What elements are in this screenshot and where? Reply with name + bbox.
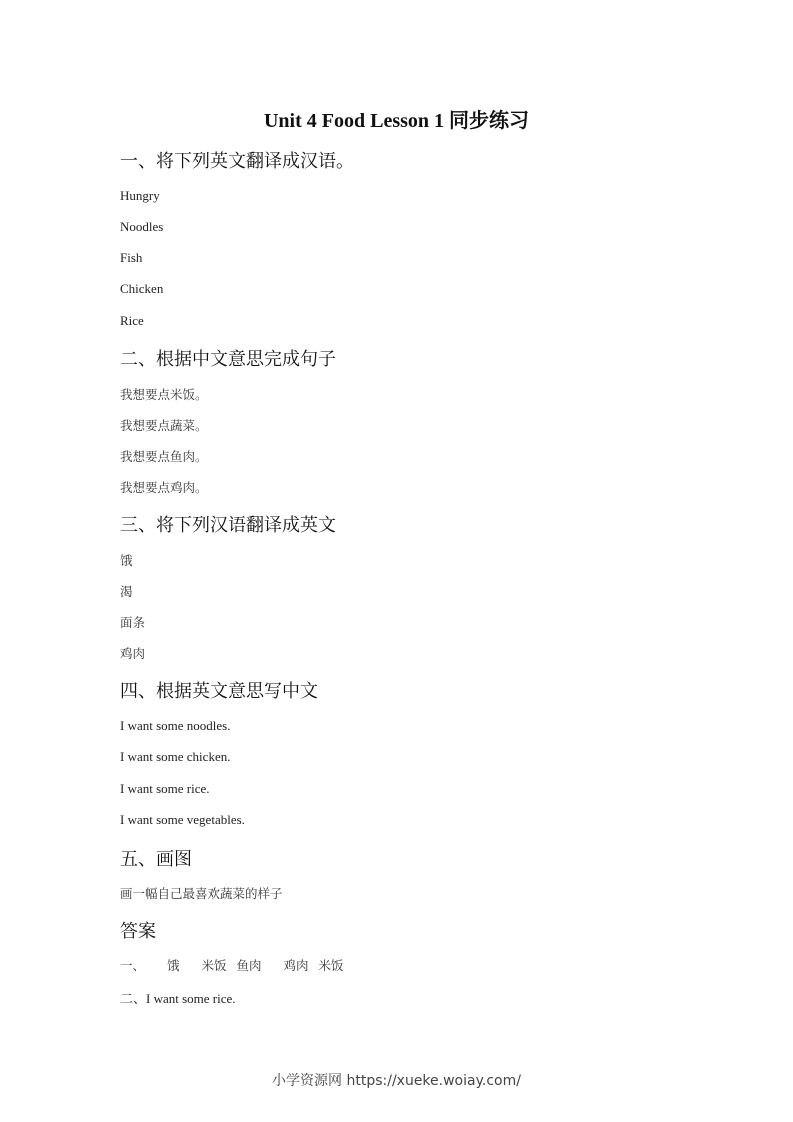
section-1-item: Fish: [120, 250, 143, 265]
section-3-item: 鸡肉: [120, 646, 146, 661]
footer-watermark: 小学资源网 https://xueke.woiay.com/: [272, 1073, 521, 1089]
section-3-item: 面条: [120, 615, 146, 630]
section-5-heading: 五、画图: [120, 849, 192, 870]
section-4-item: I want some chicken.: [120, 749, 231, 764]
section-1-item: Noodles: [120, 219, 164, 234]
answers-heading: 答案: [120, 921, 156, 942]
section-2-item: 我想要点鱼肉。: [120, 449, 208, 464]
section-4-item: I want some noodles.: [120, 718, 231, 733]
section-1-item: Hungry: [120, 188, 160, 203]
answer-item: 鱼肉: [236, 958, 262, 973]
section-3-item: 饿: [120, 553, 133, 568]
answer-item: 饿: [166, 958, 180, 973]
document-title: Unit 4 Food Lesson 1 同步练习: [263, 110, 530, 132]
section-3-heading: 三、将下列汉语翻译成英文: [120, 515, 336, 536]
section-5-item: 画一幅自己最喜欢蔬菜的样子: [120, 886, 283, 901]
section-4-item: I want some vegetables.: [120, 812, 245, 827]
answers-line-1: [120, 956, 343, 974]
answer-item: 米饭: [318, 958, 344, 973]
answer-item: 鸡肉: [283, 958, 309, 973]
section-4-heading: 四、根据英文意思写中文: [120, 681, 318, 702]
section-2-item: 我想要点米饭。: [120, 387, 208, 402]
section-1-heading: 一、将下列英文翻译成汉语。: [120, 151, 354, 172]
section-2-item: 我想要点鸡肉。: [120, 480, 208, 495]
section-4-item: I want some rice.: [120, 781, 210, 796]
section-2-item: 我想要点蔬菜。: [120, 418, 208, 433]
answers-line-1-prefix: 一、: [120, 958, 146, 973]
section-3-item: 渴: [120, 584, 133, 599]
answers-line-2: 二、I want some rice.: [120, 991, 236, 1006]
section-1-item: Rice: [120, 313, 144, 328]
section-2-heading: 二、根据中文意思完成句子: [120, 349, 336, 370]
section-1-item: Chicken: [120, 281, 164, 296]
answer-item: 米饭: [201, 958, 227, 973]
